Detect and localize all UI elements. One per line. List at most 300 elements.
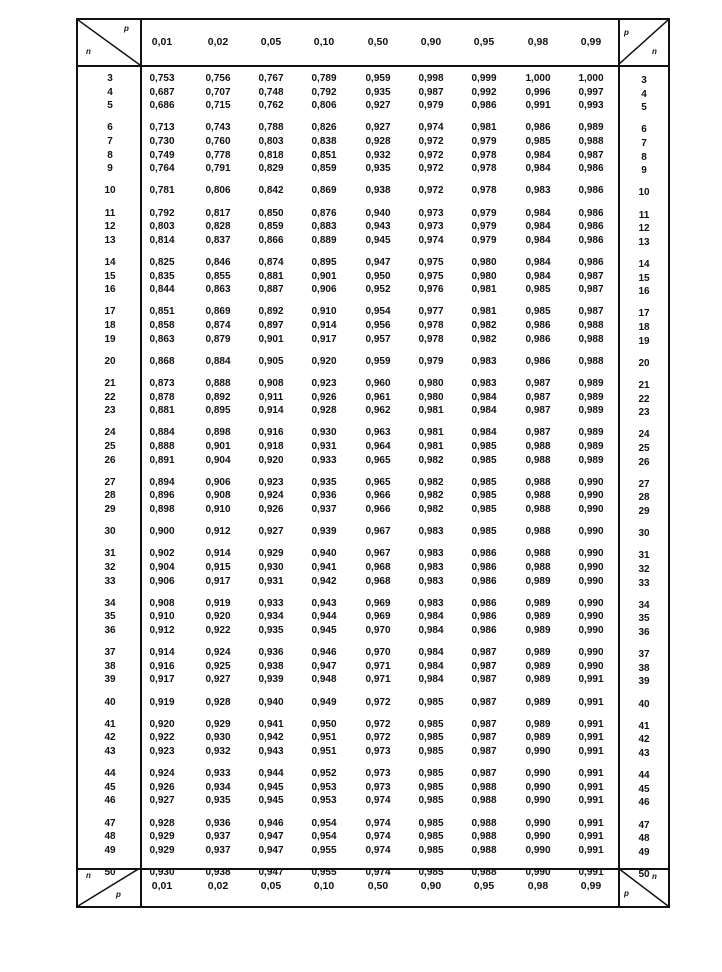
table-cell: 0,987 [471, 647, 497, 659]
table-cell: 0,979 [418, 100, 444, 112]
row-n-left: 11 [104, 207, 116, 219]
table-cell: 0,984 [525, 163, 551, 175]
table-cell: 0,935 [311, 476, 337, 488]
table-cell: 0,851 [311, 149, 337, 161]
table-cell: 0,881 [258, 270, 284, 282]
table-cell: 0,925 [205, 660, 231, 672]
table-cell: 0,983 [471, 378, 497, 389]
row-n-left: 32 [104, 562, 116, 573]
row-n-right: 30 [638, 528, 650, 540]
table-cell: 0,989 [525, 647, 551, 659]
table-cell: 0,912 [205, 526, 231, 538]
table-cell: 0,987 [578, 149, 604, 161]
row-n-right: 34 [638, 599, 650, 611]
header-p-3: 0,10 [313, 36, 335, 48]
table-cell: 0,985 [471, 476, 497, 488]
row-n-right: 47 [638, 819, 650, 831]
table-cell: 0,967 [365, 548, 391, 560]
table-cell: 0,892 [205, 391, 231, 403]
table-cell: 0,955 [311, 867, 337, 878]
table-cell: 0,908 [205, 490, 231, 502]
row-n-left: 13 [104, 234, 116, 246]
table-cell: 0,947 [258, 831, 284, 843]
table-cell: 0,984 [525, 149, 551, 161]
table-cell: 0,983 [471, 355, 497, 367]
table-cell: 0,850 [258, 207, 284, 219]
row-n-left: 50 [104, 867, 116, 878]
table-cell: 0,985 [418, 831, 444, 843]
table-cell: 0,952 [365, 284, 391, 296]
row-n-right: 16 [638, 286, 650, 298]
table-cell: 0,985 [418, 795, 444, 807]
row-n-right: 31 [638, 550, 650, 562]
table-cell: 0,985 [471, 441, 497, 452]
table-cell: 0,930 [258, 562, 284, 573]
table-cell: 0,930 [311, 427, 337, 439]
corner-bottom-right-p-label: p [624, 889, 629, 898]
table-cell: 0,953 [311, 795, 337, 807]
row-n-right: 20 [638, 357, 650, 369]
table-cell: 0,989 [578, 122, 604, 134]
table-cell: 0,942 [311, 575, 337, 587]
table-cell: 0,986 [471, 611, 497, 623]
table-cell: 0,988 [525, 490, 551, 502]
table-cell: 0,984 [471, 405, 497, 417]
table-cell: 0,979 [471, 221, 497, 233]
table-cell: 0,876 [311, 207, 337, 219]
table-cell: 0,908 [149, 597, 175, 609]
row-n-right: 42 [638, 734, 650, 746]
table-cell: 0,985 [418, 817, 444, 829]
table-cell: 0,984 [418, 660, 444, 672]
table-cell: 0,981 [418, 441, 444, 452]
table-cell: 0,959 [365, 73, 391, 84]
table-cell: 0,993 [578, 100, 604, 112]
table-cell: 0,929 [149, 844, 175, 856]
table-cell: 0,980 [418, 378, 444, 389]
row-n-left: 6 [107, 122, 113, 134]
table-cell: 0,950 [365, 270, 391, 282]
table-cell: 0,748 [258, 86, 284, 98]
table-cell: 0,919 [149, 696, 175, 708]
table-cell: 0,868 [149, 355, 175, 367]
row-n-left: 9 [107, 163, 113, 175]
table-cell: 0,990 [525, 844, 551, 856]
table-cell: 0,974 [418, 122, 444, 134]
row-n-left: 42 [104, 732, 116, 744]
table-cell: 0,938 [205, 867, 231, 878]
table-cell: 0,988 [578, 333, 604, 345]
table-cell: 0,789 [311, 73, 337, 84]
table-cell: 0,911 [258, 391, 284, 403]
header-p-4: 0,50 [367, 36, 389, 48]
header-p-7: 0,98 [527, 36, 549, 48]
table-cell: 0,884 [205, 355, 231, 367]
table-cell: 0,969 [365, 597, 391, 609]
table-cell: 0,989 [578, 427, 604, 439]
table-cell: 0,986 [525, 320, 551, 331]
table-cell: 0,991 [578, 674, 604, 686]
table-cell: 0,935 [258, 625, 284, 636]
table-cell: 0,981 [418, 405, 444, 417]
table-cell: 0,991 [578, 718, 604, 730]
header-p-1: 0,02 [207, 36, 229, 48]
table-cell: 0,938 [365, 185, 391, 197]
table-cell: 0,855 [205, 270, 231, 282]
header-p-8: 0,99 [580, 36, 602, 48]
table-cell: 0,945 [258, 781, 284, 793]
table-cell: 0,896 [149, 490, 175, 502]
row-n-left: 33 [104, 575, 116, 587]
table-cell: 0,986 [578, 221, 604, 233]
row-n-right: 41 [638, 720, 650, 732]
table-cell: 0,985 [525, 284, 551, 296]
table-cell: 0,982 [418, 454, 444, 466]
table-cell: 0,936 [258, 647, 284, 659]
table-cell: 0,986 [578, 234, 604, 246]
row-n-left: 39 [104, 674, 116, 686]
table-cell: 0,980 [471, 257, 497, 268]
table-cell: 0,933 [205, 768, 231, 780]
table-cell: 0,869 [311, 185, 337, 197]
corner-bottom-left-n-label: n [86, 871, 91, 880]
row-n-left: 4 [107, 86, 113, 98]
table-cell: 0,984 [525, 221, 551, 233]
table-cell: 0,973 [365, 746, 391, 757]
row-n-left: 38 [104, 660, 116, 672]
row-n-left: 10 [104, 185, 116, 197]
table-cell: 0,987 [471, 718, 497, 730]
table-cell: 0,998 [418, 73, 444, 84]
row-n-left: 25 [104, 441, 116, 452]
table-cell: 0,846 [205, 257, 231, 268]
table-cell: 0,991 [578, 768, 604, 780]
row-n-right: 4 [641, 88, 647, 100]
table-cell: 0,984 [471, 427, 497, 439]
table-cell: 0,988 [525, 476, 551, 488]
row-n-left: 36 [104, 625, 116, 636]
corner-top-left-p-label: p [124, 24, 129, 33]
table-cell: 0,986 [471, 548, 497, 560]
table-cell: 0,972 [418, 136, 444, 147]
table-cell: 0,947 [258, 844, 284, 856]
table-cell: 0,989 [578, 391, 604, 403]
table-cell: 0,927 [205, 674, 231, 686]
row-n-right: 45 [638, 783, 650, 795]
row-n-right: 12 [638, 223, 650, 235]
table-cell: 0,980 [418, 391, 444, 403]
row-n-left: 18 [104, 320, 116, 331]
table-cell: 0,986 [471, 597, 497, 609]
table-cell: 0,859 [258, 221, 284, 233]
table-cell: 0,937 [205, 844, 231, 856]
table-cell: 0,955 [311, 844, 337, 856]
table-cell: 0,957 [365, 333, 391, 345]
table-cell: 0,838 [311, 136, 337, 147]
row-n-left: 17 [104, 306, 116, 318]
table-cell: 0,987 [471, 660, 497, 672]
table-cell: 0,891 [149, 454, 175, 466]
table-cell: 0,990 [578, 597, 604, 609]
table-cell: 0,990 [578, 575, 604, 587]
table-cell: 0,971 [365, 674, 391, 686]
table-cell: 0,934 [258, 611, 284, 623]
table-cell: 0,964 [365, 441, 391, 452]
table-cell: 0,985 [525, 136, 551, 147]
table-cell: 0,987 [578, 284, 604, 296]
table-cell: 0,956 [365, 320, 391, 331]
table-cell: 0,806 [311, 100, 337, 112]
table-cell: 0,939 [258, 674, 284, 686]
table-cell: 0,883 [311, 221, 337, 233]
table-cell: 0,978 [471, 163, 497, 175]
table-cell: 0,991 [578, 732, 604, 744]
table-cell: 0,687 [149, 86, 175, 98]
table-cell: 0,986 [471, 562, 497, 573]
table-cell: 0,989 [578, 405, 604, 417]
table-cell: 0,781 [149, 185, 175, 197]
row-n-left: 7 [107, 136, 113, 147]
table-cell: 0,858 [149, 320, 175, 331]
row-n-right: 8 [641, 151, 647, 163]
table-cell: 0,976 [418, 284, 444, 296]
corner-bottom-right-n-label: n [652, 872, 657, 881]
table-cell: 0,984 [525, 207, 551, 219]
table-cell: 0,946 [258, 817, 284, 829]
table-cell: 0,991 [578, 781, 604, 793]
table-cell: 0,990 [578, 476, 604, 488]
table-cell: 0,743 [205, 122, 231, 134]
row-n-left: 30 [104, 526, 116, 538]
table-cell: 0,975 [418, 257, 444, 268]
table-cell: 0,991 [578, 696, 604, 708]
table-cell: 0,974 [365, 867, 391, 878]
table-cell: 0,947 [365, 257, 391, 268]
table-cell: 0,760 [205, 136, 231, 147]
table-cell: 0,991 [578, 867, 604, 878]
row-n-right: 13 [638, 236, 650, 248]
footer-p-3: 0,10 [313, 880, 335, 892]
table-cell: 0,950 [311, 718, 337, 730]
row-n-left: 19 [104, 333, 116, 345]
table-cell: 0,924 [149, 768, 175, 780]
table-cell: 0,803 [149, 221, 175, 233]
table-cell: 0,905 [258, 355, 284, 367]
table-cell: 0,906 [311, 284, 337, 296]
critical-values-table [76, 18, 670, 908]
table-cell: 0,944 [258, 768, 284, 780]
table-cell: 0,929 [258, 548, 284, 560]
table-cell: 0,713 [149, 122, 175, 134]
table-cell: 0,991 [578, 746, 604, 757]
table-cell: 0,924 [205, 647, 231, 659]
row-n-right: 22 [638, 393, 650, 405]
table-cell: 0,965 [365, 454, 391, 466]
table-cell: 0,968 [365, 575, 391, 587]
table-cell: 0,927 [258, 526, 284, 538]
table-cell: 0,963 [365, 427, 391, 439]
table-cell: 0,914 [311, 320, 337, 331]
corner-top-right-p-label: p [624, 28, 629, 37]
row-n-left: 5 [107, 100, 113, 112]
header-p-2: 0,05 [260, 36, 282, 48]
table-cell: 0,971 [365, 660, 391, 672]
table-cell: 0,930 [205, 732, 231, 744]
row-n-right: 18 [638, 322, 650, 333]
table-cell: 0,835 [149, 270, 175, 282]
table-cell: 0,879 [205, 333, 231, 345]
table-cell: 0,927 [365, 100, 391, 112]
row-n-right: 26 [638, 456, 650, 468]
row-n-left: 37 [104, 647, 116, 659]
table-cell: 0,972 [418, 163, 444, 175]
table-cell: 0,928 [149, 817, 175, 829]
table-cell: 0,924 [258, 490, 284, 502]
table-cell: 0,978 [418, 320, 444, 331]
table-cell: 0,989 [525, 660, 551, 672]
footer-p-7: 0,98 [527, 880, 549, 892]
table-cell: 0,996 [525, 86, 551, 98]
table-cell: 0,988 [525, 504, 551, 515]
table-cell: 0,954 [365, 306, 391, 318]
header-p-5: 0,90 [420, 36, 442, 48]
table-cell: 0,943 [365, 221, 391, 233]
table-cell: 0,942 [258, 732, 284, 744]
row-n-left: 3 [107, 73, 113, 84]
row-n-left: 40 [104, 696, 116, 708]
table-cell: 0,990 [525, 768, 551, 780]
table-cell: 0,943 [311, 597, 337, 609]
table-cell: 0,966 [365, 504, 391, 515]
table-cell: 0,803 [258, 136, 284, 147]
row-n-left: 14 [104, 257, 116, 268]
table-cell: 0,985 [471, 490, 497, 502]
table-cell: 0,988 [525, 454, 551, 466]
table-cell: 0,972 [365, 718, 391, 730]
table-cell: 0,842 [258, 185, 284, 197]
table-cell: 0,990 [525, 781, 551, 793]
table-cell: 0,973 [418, 207, 444, 219]
row-n-left: 24 [104, 427, 116, 439]
table-cell: 0,910 [149, 611, 175, 623]
table-cell: 0,984 [418, 674, 444, 686]
table-cell: 0,986 [525, 333, 551, 345]
table-cell: 0,974 [365, 831, 391, 843]
table-cell: 0,987 [471, 696, 497, 708]
table-cell: 0,926 [311, 391, 337, 403]
table-cell: 0,888 [149, 441, 175, 452]
table-cell: 0,945 [311, 625, 337, 636]
row-n-left: 46 [104, 795, 116, 807]
table-cell: 0,988 [525, 526, 551, 538]
table-cell: 0,985 [471, 504, 497, 515]
row-n-right: 36 [638, 627, 650, 638]
table-cell: 0,817 [205, 207, 231, 219]
table-cell: 0,901 [258, 333, 284, 345]
table-cell: 0,914 [258, 405, 284, 417]
table-cell: 0,989 [525, 597, 551, 609]
row-n-right: 40 [638, 698, 650, 710]
table-cell: 0,730 [149, 136, 175, 147]
table-cell: 0,990 [578, 647, 604, 659]
table-cell: 0,749 [149, 149, 175, 161]
table-cell: 0,920 [258, 454, 284, 466]
table-cell: 0,941 [311, 562, 337, 573]
table-cell: 0,985 [418, 732, 444, 744]
table-cell: 0,972 [418, 185, 444, 197]
table-cell: 0,904 [149, 562, 175, 573]
table-cell: 0,910 [205, 504, 231, 515]
table-cell: 0,988 [578, 320, 604, 331]
row-n-left: 21 [104, 378, 116, 389]
table-cell: 0,889 [311, 234, 337, 246]
table-cell: 0,762 [258, 100, 284, 112]
table-cell: 1,000 [525, 73, 551, 84]
table-cell: 0,991 [525, 100, 551, 112]
row-n-left: 35 [104, 611, 116, 623]
table-cell: 0,946 [311, 647, 337, 659]
table-cell: 0,943 [258, 746, 284, 757]
row-n-left: 45 [104, 781, 116, 793]
table-cell: 0,825 [149, 257, 175, 268]
table-cell: 0,940 [365, 207, 391, 219]
row-n-right: 9 [641, 165, 647, 177]
table-cell: 0,988 [525, 562, 551, 573]
table-cell: 0,968 [365, 562, 391, 573]
table-cell: 0,933 [258, 597, 284, 609]
table-cell: 0,939 [311, 526, 337, 538]
table-cell: 0,884 [149, 427, 175, 439]
table-cell: 0,986 [578, 257, 604, 268]
table-cell: 0,863 [149, 333, 175, 345]
table-cell: 0,987 [471, 674, 497, 686]
table-cell: 0,923 [258, 476, 284, 488]
table-cell: 0,974 [365, 844, 391, 856]
table-cell: 0,960 [365, 378, 391, 389]
table-cell: 0,987 [471, 732, 497, 744]
table-cell: 0,916 [258, 427, 284, 439]
table-cell: 0,826 [311, 122, 337, 134]
row-n-right: 44 [638, 770, 650, 782]
table-cell: 0,945 [258, 795, 284, 807]
table-cell: 0,983 [418, 548, 444, 560]
row-n-right: 7 [641, 138, 647, 149]
table-cell: 0,991 [578, 795, 604, 807]
table-cell: 0,931 [258, 575, 284, 587]
table-cell: 0,894 [149, 476, 175, 488]
table-cell: 0,990 [578, 548, 604, 560]
table-cell: 0,778 [205, 149, 231, 161]
table-cell: 0,949 [311, 696, 337, 708]
table-cell: 0,927 [149, 795, 175, 807]
row-n-left: 27 [104, 476, 116, 488]
row-n-left: 15 [104, 270, 116, 282]
table-cell: 0,989 [578, 454, 604, 466]
table-cell: 0,986 [578, 185, 604, 197]
row-n-left: 47 [104, 817, 116, 829]
table-cell: 0,990 [578, 625, 604, 636]
table-cell: 0,928 [365, 136, 391, 147]
table-cell: 0,912 [149, 625, 175, 636]
table-cell: 0,756 [205, 73, 231, 84]
table-cell: 0,990 [525, 867, 551, 878]
row-n-right: 15 [638, 272, 650, 284]
row-n-right: 29 [638, 506, 650, 517]
corner-top-left-n-label: n [86, 47, 91, 56]
table-cell: 0,986 [525, 355, 551, 367]
row-n-right: 49 [638, 846, 650, 858]
table-cell: 0,898 [149, 504, 175, 515]
